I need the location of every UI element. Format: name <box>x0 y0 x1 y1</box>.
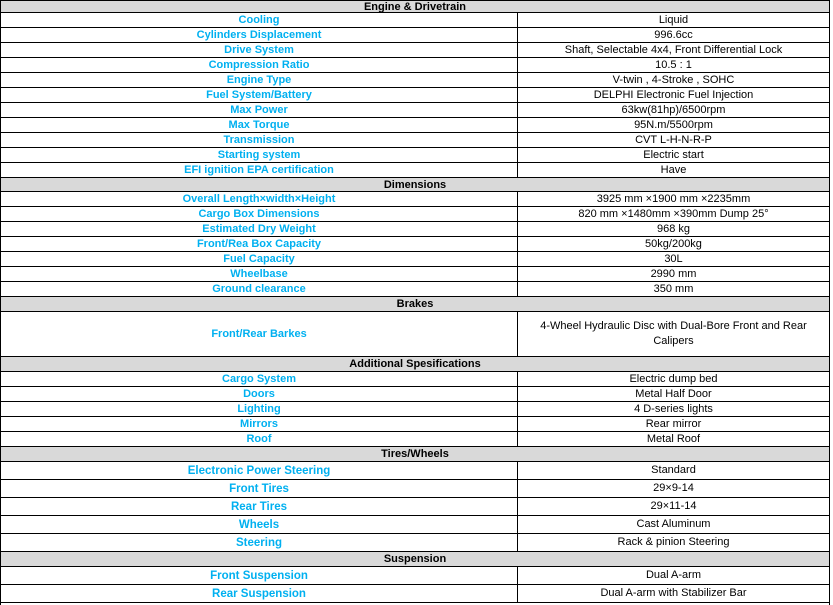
spec-label: Rear Suspension <box>1 585 518 602</box>
spec-value: Metal Roof <box>646 432 701 445</box>
section-header: Suspension <box>0 552 830 567</box>
spec-value: 3925 mm ×1900 mm ×2235mm <box>596 192 751 205</box>
spec-value: 63kw(81hp)/6500rpm <box>621 103 726 116</box>
spec-row <box>0 417 830 432</box>
spec-label: Front/Rear Barkes <box>1 312 518 356</box>
spec-label: Doors <box>1 387 518 401</box>
spec-value: 4-Wheel Hydraulic Disc with Dual-Bore Front and Rear Calipers <box>540 320 807 347</box>
spec-value: Liquid <box>658 13 689 26</box>
spec-value: Have <box>660 163 687 176</box>
spec-label: Transmission <box>1 133 518 147</box>
spec-row <box>0 88 830 103</box>
spec-row <box>0 163 830 178</box>
spec-value: Shaft, Selectable 4x4, Front Differential Lock <box>564 43 783 56</box>
spec-row <box>0 282 830 297</box>
spec-value: 820 mm ×1480mm ×390mm Dump 25° <box>578 207 769 220</box>
spec-label: Front Suspension <box>1 567 518 584</box>
spec-label: Cylinders Displacement <box>1 28 518 42</box>
spec-label: Overall Length×width×Height <box>1 192 518 206</box>
spec-value: 29×11-14 <box>650 500 697 512</box>
spec-value: Electric start <box>643 148 704 161</box>
spec-label: Wheels <box>1 516 518 533</box>
spec-row <box>0 103 830 118</box>
spec-value: Metal Half Door <box>635 387 712 400</box>
spec-label: Electronic Power Steering <box>1 462 518 479</box>
spec-value: 4 D-series lights <box>634 402 713 415</box>
spec-row <box>0 192 830 207</box>
spec-row <box>0 222 830 237</box>
spec-label: Lighting <box>1 402 518 416</box>
spec-value: Dual A-arm with Stabilizer Bar <box>600 587 747 599</box>
spec-row <box>0 73 830 88</box>
spec-row <box>0 567 830 585</box>
spec-row <box>0 237 830 252</box>
spec-value: 95N.m/5500rpm <box>634 118 713 131</box>
spec-label: Fuel Capacity <box>1 252 518 266</box>
spec-label: Wheelbase <box>1 267 518 281</box>
spec-value: Standard <box>651 464 696 476</box>
spec-row <box>0 402 830 417</box>
spec-row <box>0 133 830 148</box>
spec-label: Fuel System/Battery <box>1 88 518 102</box>
spec-label: Front Tires <box>1 480 518 497</box>
spec-label: Engine Type <box>1 73 518 87</box>
spec-row <box>0 534 830 552</box>
spec-label: Rear Tires <box>1 498 518 515</box>
spec-value: Rack & pinion Steering <box>617 536 730 548</box>
spec-label: Max Power <box>1 103 518 117</box>
spec-row <box>0 252 830 267</box>
spec-row <box>0 13 830 28</box>
spec-value: 996.6cc <box>654 28 693 41</box>
spec-row <box>0 43 830 58</box>
spec-value: 2990 mm <box>650 267 697 280</box>
spec-value: 30L <box>664 252 683 265</box>
spec-value: Cast Aluminum <box>636 518 711 530</box>
spec-row <box>0 498 830 516</box>
spec-row <box>0 118 830 133</box>
spec-label: Starting system <box>1 148 518 162</box>
spec-label: Steering <box>1 534 518 551</box>
spec-label: Ground clearance <box>1 282 518 296</box>
spec-value: DELPHI Electronic Fuel Injection <box>593 88 754 101</box>
spec-label: Drive System <box>1 43 518 57</box>
spec-row <box>0 516 830 534</box>
spec-value: 968 kg <box>656 222 691 235</box>
section-header: Dimensions <box>0 178 830 192</box>
spec-row <box>0 372 830 387</box>
spec-value: Dual A-arm <box>645 569 702 581</box>
section-header: Tires/Wheels <box>0 447 830 462</box>
spec-row <box>0 387 830 402</box>
spec-value: CVT L-H-N-R-P <box>635 133 712 146</box>
spec-label: Cargo Box Dimensions <box>1 207 518 221</box>
spec-value: 350 mm <box>653 282 694 295</box>
section-header: Engine & Drivetrain <box>0 0 830 13</box>
section-header: Brakes <box>0 297 830 312</box>
spec-row <box>0 148 830 163</box>
section-header: Additional Spesifications <box>0 357 830 372</box>
spec-value: 29×9-14 <box>653 482 694 494</box>
spec-row <box>0 267 830 282</box>
spec-row <box>0 28 830 43</box>
spec-row <box>0 207 830 222</box>
spec-label: Compression Ratio <box>1 58 518 72</box>
table-tail <box>0 601 830 605</box>
spec-label: Max Torque <box>1 118 518 132</box>
spec-label: Roof <box>1 432 518 446</box>
spec-label: Front/Rea Box Capacity <box>1 237 518 251</box>
spec-value: 10.5 : 1 <box>655 58 692 71</box>
spec-label: EFI ignition EPA certification <box>1 163 518 177</box>
spec-label: Cooling <box>1 13 518 27</box>
spec-value: V-twin , 4-Stroke , SOHC <box>612 73 735 86</box>
spec-value: Rear mirror <box>645 417 702 430</box>
spec-row <box>0 462 830 480</box>
spec-label: Estimated Dry Weight <box>1 222 518 236</box>
spec-row <box>0 312 830 357</box>
spec-value: 50kg/200kg <box>645 237 702 250</box>
spec-label: Cargo System <box>1 372 518 386</box>
spec-row <box>0 58 830 73</box>
spec-value: Electric dump bed <box>629 372 718 385</box>
spec-row <box>0 480 830 498</box>
spec-label: Mirrors <box>1 417 518 431</box>
spec-row <box>0 432 830 447</box>
